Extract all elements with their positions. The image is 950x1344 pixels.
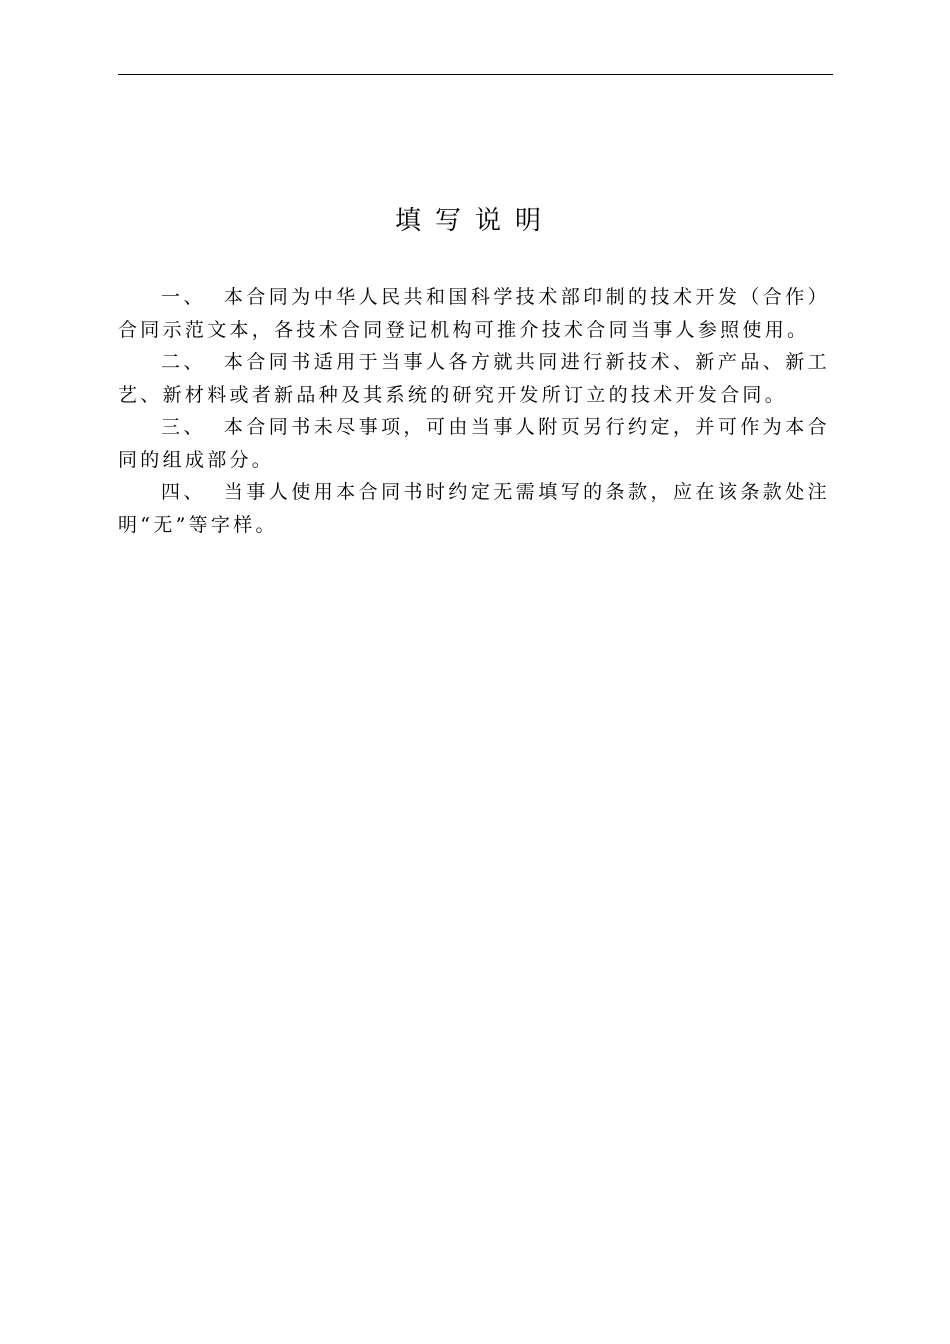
instruction-text: 本合同书未尽事项，可由当事人附页另行约定，并可作为本合同的组成部分。 xyxy=(118,416,830,471)
instruction-item-1 xyxy=(118,281,830,346)
instruction-number: 四、 xyxy=(161,481,206,503)
instruction-item-2 xyxy=(118,346,830,411)
instruction-text: 本合同书适用于当事人各方就共同进行新技术、新产品、新工艺、新材料或者新品种及其系统的研究开发所订立的技术开发合同。 xyxy=(118,351,830,406)
instruction-item-4 xyxy=(118,476,830,541)
instructions-body xyxy=(118,281,830,541)
instruction-number: 二、 xyxy=(161,351,206,373)
instruction-text: 本合同为中华人民共和国科学技术部印制的技术开发（合作）合同示范文本，各技术合同登记机构可推介技术合同当事人参照使用。 xyxy=(118,286,830,341)
header-rule xyxy=(118,74,833,75)
instruction-number: 一、 xyxy=(161,286,206,308)
instruction-number: 三、 xyxy=(161,416,206,438)
page-title: 填写说明 xyxy=(394,206,555,236)
instruction-text: 当事人使用本合同书时约定无需填写的条款，应在该条款处注明“无”等字样。 xyxy=(118,481,830,536)
instruction-item-3 xyxy=(118,411,830,476)
